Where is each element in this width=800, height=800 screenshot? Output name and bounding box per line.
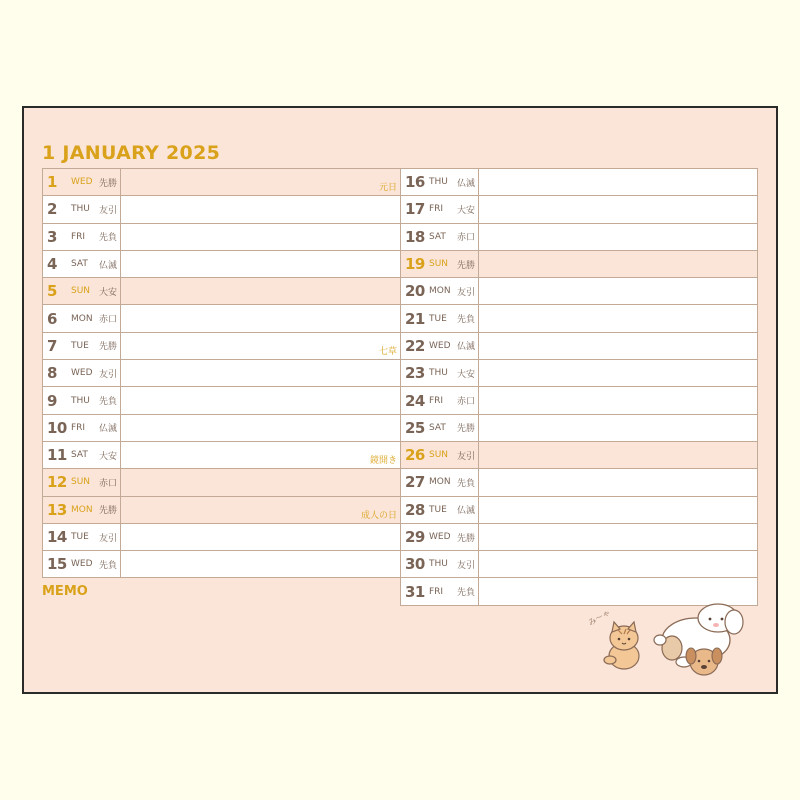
day-row[interactable] — [401, 387, 758, 414]
day-row[interactable] — [401, 224, 758, 251]
day-row[interactable] — [401, 360, 758, 387]
cat-and-dog-characters-icon — [586, 592, 762, 688]
days-column-right — [400, 168, 758, 606]
date-cell — [401, 333, 479, 359]
date-cell — [43, 387, 121, 413]
day-of-week: TUE — [429, 313, 447, 324]
date-cell — [43, 524, 121, 550]
note-area[interactable] — [479, 415, 757, 441]
rokuyo-label: 大安 — [457, 369, 476, 380]
day-of-week: THU — [429, 559, 448, 570]
rokuyo-label: 大安 — [457, 205, 476, 216]
day-row[interactable] — [43, 251, 401, 278]
day-number: 19 — [405, 255, 425, 274]
day-of-week: THU — [429, 368, 448, 379]
rokuyo-label: 仏滅 — [99, 424, 118, 435]
rokuyo-label: 先勝 — [99, 178, 118, 189]
day-row[interactable] — [43, 524, 401, 551]
day-of-week: TUE — [71, 340, 89, 351]
day-of-week: SAT — [71, 450, 88, 461]
day-row[interactable] — [401, 251, 758, 278]
date-cell — [401, 551, 479, 577]
note-area[interactable] — [479, 551, 757, 577]
rokuyo-label: 大安 — [99, 451, 118, 462]
day-number: 10 — [47, 418, 67, 437]
date-cell — [43, 169, 121, 195]
day-row[interactable] — [401, 305, 758, 332]
note-area[interactable] — [121, 442, 400, 468]
day-of-week: FRI — [429, 395, 444, 406]
rokuyo-label: 先負 — [99, 233, 118, 244]
brown-dog-icon — [686, 648, 722, 675]
day-row[interactable] — [401, 333, 758, 360]
date-cell — [401, 524, 479, 550]
day-row[interactable] — [43, 415, 401, 442]
rokuyo-label: 仏滅 — [457, 342, 476, 353]
day-number: 28 — [405, 500, 425, 519]
day-number: 12 — [47, 473, 67, 492]
date-cell — [401, 196, 479, 222]
day-of-week: MON — [71, 504, 93, 515]
day-row[interactable] — [401, 278, 758, 305]
day-row[interactable] — [401, 551, 758, 578]
day-row[interactable] — [43, 169, 401, 196]
day-row[interactable] — [43, 360, 401, 387]
date-cell — [401, 360, 479, 386]
day-of-week: WED — [429, 340, 451, 351]
note-area[interactable] — [479, 524, 757, 550]
note-area[interactable] — [121, 551, 400, 577]
day-row[interactable] — [43, 442, 401, 469]
calendar-title: 1 JANUARY 2025 — [42, 142, 221, 164]
rokuyo-label: 先勝 — [457, 533, 476, 544]
date-cell — [43, 551, 121, 577]
day-of-week: MON — [429, 477, 451, 488]
day-row[interactable] — [43, 196, 401, 223]
note-area[interactable] — [121, 415, 400, 441]
day-of-week: TUE — [429, 504, 447, 515]
day-number: 30 — [405, 555, 425, 574]
day-of-week: FRI — [71, 231, 86, 242]
day-of-week: FRI — [429, 204, 444, 215]
date-cell — [43, 251, 121, 277]
rokuyo-label: 先負 — [99, 397, 118, 408]
date-cell — [43, 442, 121, 468]
note-area[interactable] — [121, 333, 400, 359]
rokuyo-label: 先勝 — [99, 506, 118, 517]
day-number: 14 — [47, 528, 67, 546]
calendar-card — [22, 106, 778, 694]
note-area[interactable] — [479, 333, 757, 359]
rokuyo-label: 先負 — [99, 560, 118, 571]
rokuyo-label: 仏滅 — [457, 178, 476, 189]
day-number: 24 — [405, 391, 425, 410]
note-area[interactable] — [121, 524, 400, 550]
rokuyo-label: 赤口 — [457, 397, 476, 408]
holiday-name: 成人の日 — [360, 510, 397, 521]
rokuyo-label: 友引 — [99, 533, 118, 544]
day-number: 4 — [47, 255, 58, 274]
day-row[interactable] — [43, 469, 401, 496]
note-area[interactable] — [479, 278, 757, 304]
note-area[interactable] — [121, 196, 400, 222]
note-area[interactable] — [121, 469, 400, 495]
rokuyo-label: 赤口 — [99, 478, 118, 489]
date-cell — [43, 196, 121, 222]
day-of-week: FRI — [71, 422, 86, 433]
rokuyo-label: 友引 — [99, 205, 118, 216]
day-number: 26 — [405, 446, 425, 465]
note-area[interactable] — [479, 251, 757, 277]
note-area[interactable] — [479, 469, 757, 495]
note-area[interactable] — [479, 169, 757, 195]
day-number: 21 — [405, 309, 425, 328]
day-row[interactable] — [401, 415, 758, 442]
day-of-week: SAT — [71, 259, 88, 270]
date-cell — [401, 169, 479, 195]
day-number: 25 — [405, 418, 425, 437]
note-area[interactable] — [121, 305, 400, 331]
note-area[interactable] — [121, 497, 400, 523]
date-cell — [401, 497, 479, 523]
day-row[interactable] — [401, 524, 758, 551]
holiday-name: 鏡開き — [369, 456, 397, 467]
date-cell — [43, 360, 121, 386]
note-area[interactable] — [121, 169, 400, 195]
day-number: 18 — [405, 227, 425, 246]
day-number: 5 — [47, 282, 58, 301]
day-number: 9 — [47, 391, 58, 410]
day-of-week: SAT — [429, 422, 446, 433]
rokuyo-label: 赤口 — [99, 315, 118, 326]
date-cell — [401, 224, 479, 250]
day-row[interactable] — [401, 196, 758, 223]
day-of-week: THU — [429, 177, 448, 188]
note-area[interactable] — [479, 224, 757, 250]
day-of-week: TUE — [71, 532, 89, 542]
day-row[interactable] — [43, 387, 401, 414]
date-cell — [43, 469, 121, 495]
memo-label: MEMO — [42, 584, 88, 599]
day-number: 13 — [47, 500, 67, 519]
rokuyo-label: 友引 — [457, 451, 476, 462]
rokuyo-label: 友引 — [457, 560, 476, 571]
date-cell — [401, 278, 479, 304]
day-number: 23 — [405, 364, 425, 383]
day-number: 15 — [47, 555, 67, 574]
day-of-week: SUN — [429, 259, 449, 270]
rokuyo-label: 仏滅 — [99, 260, 118, 271]
holiday-name: 元日 — [378, 183, 397, 194]
day-of-week: WED — [71, 559, 93, 570]
day-number: 1 — [47, 173, 58, 192]
rokuyo-label: 赤口 — [457, 233, 476, 244]
note-area[interactable] — [121, 387, 400, 413]
day-row[interactable] — [401, 169, 758, 196]
note-area[interactable] — [121, 251, 400, 277]
date-cell — [401, 251, 479, 277]
day-of-week: MON — [71, 313, 93, 324]
note-area[interactable] — [479, 497, 757, 523]
note-area[interactable] — [479, 387, 757, 413]
note-area[interactable] — [479, 196, 757, 222]
day-of-week: WED — [71, 177, 93, 188]
date-cell — [43, 333, 121, 359]
day-row[interactable] — [43, 333, 401, 360]
day-row[interactable] — [43, 224, 401, 251]
note-area[interactable] — [121, 360, 400, 386]
rokuyo-label: 先負 — [457, 315, 476, 326]
day-of-week: SUN — [71, 286, 91, 297]
note-area[interactable] — [121, 278, 400, 304]
date-cell — [401, 305, 479, 331]
date-cell — [401, 387, 479, 413]
day-number: 17 — [405, 200, 425, 219]
day-number: 2 — [47, 200, 58, 219]
rokuyo-label: 友引 — [457, 287, 476, 298]
day-number: 3 — [47, 227, 58, 246]
rokuyo-label: 先勝 — [457, 260, 476, 271]
rokuyo-label: 大安 — [99, 287, 118, 298]
rokuyo-label: 友引 — [99, 369, 118, 380]
day-row[interactable] — [401, 497, 758, 524]
day-of-week: THU — [71, 395, 90, 406]
day-of-week: THU — [71, 204, 90, 215]
date-cell — [401, 442, 479, 468]
day-of-week: WED — [429, 532, 451, 542]
day-of-week: MON — [429, 286, 451, 297]
holiday-name: 七草 — [378, 347, 397, 358]
day-number: 11 — [47, 446, 67, 465]
rokuyo-label: 先勝 — [99, 342, 118, 353]
day-row[interactable] — [43, 305, 401, 332]
day-number: 27 — [405, 473, 425, 492]
day-number: 29 — [405, 528, 425, 546]
tabby-cat-icon — [604, 622, 639, 669]
day-of-week: SUN — [429, 450, 449, 461]
illustration-caption: み〜ゃ — [586, 607, 612, 628]
date-cell — [43, 305, 121, 331]
day-of-week: SUN — [71, 477, 91, 488]
date-cell — [401, 578, 479, 604]
day-number: 22 — [405, 336, 425, 355]
note-area[interactable] — [479, 305, 757, 331]
day-number: 16 — [405, 173, 425, 192]
day-of-week: WED — [71, 368, 93, 379]
day-of-week: SAT — [429, 231, 446, 242]
note-area[interactable] — [479, 360, 757, 386]
date-cell — [401, 415, 479, 441]
note-area[interactable] — [121, 224, 400, 250]
day-number: 6 — [47, 309, 58, 328]
day-row[interactable] — [401, 442, 758, 469]
day-number: 20 — [405, 282, 425, 301]
rokuyo-label: 先負 — [457, 478, 476, 489]
day-row[interactable] — [43, 551, 401, 578]
date-cell — [43, 497, 121, 523]
day-number: 7 — [47, 336, 58, 355]
day-row[interactable] — [43, 497, 401, 524]
day-row[interactable] — [401, 469, 758, 496]
day-of-week: FRI — [429, 586, 444, 597]
day-number: 8 — [47, 364, 58, 383]
note-area[interactable] — [479, 442, 757, 468]
days-column-left — [42, 168, 401, 578]
rokuyo-label: 先勝 — [457, 424, 476, 435]
date-cell — [401, 469, 479, 495]
day-row[interactable] — [43, 278, 401, 305]
day-number: 31 — [405, 582, 425, 601]
rokuyo-label: 仏滅 — [457, 506, 476, 517]
rokuyo-label: 先負 — [457, 588, 476, 599]
date-cell — [43, 278, 121, 304]
date-cell — [43, 415, 121, 441]
date-cell — [43, 224, 121, 250]
